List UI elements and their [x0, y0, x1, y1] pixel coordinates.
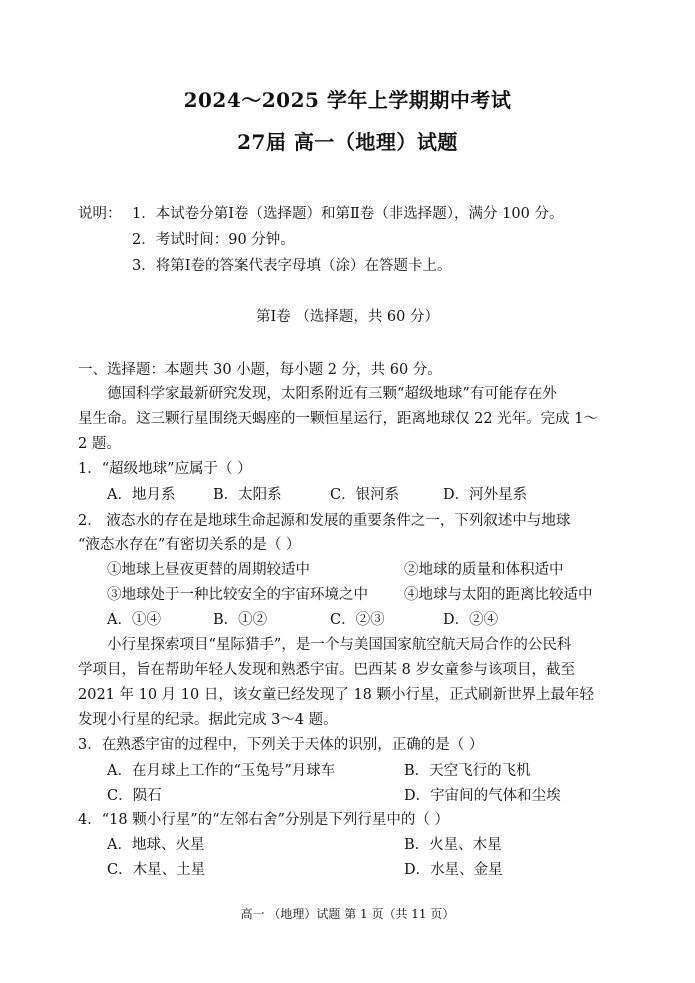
- q3-option-c: C．陨石: [107, 788, 162, 804]
- q3-option-a: A．在月球上工作的“玉兔号”月球车: [107, 763, 336, 779]
- q2-option-b: B．①②: [213, 612, 268, 628]
- passage2-line-3: 2021 年 10 月 10 日，该女童已经发现了 18 颗小行星，正式刷新世界上最年轻: [78, 687, 595, 703]
- q4-option-c: C．木星、土星: [107, 862, 206, 878]
- exam-subtitle: 27届 高一（地理）试题: [237, 130, 458, 154]
- q4-option-d: D．水星、金星: [404, 862, 503, 878]
- q2-option-c: C．②③: [330, 612, 385, 628]
- q1-option-c: C．银河系: [330, 487, 400, 503]
- q1-stem: 1．“超级地球”应属于（ ）: [78, 461, 252, 477]
- part-title: 一、选择题：本题共 30 小题，每小题 2 分，共 60 分。: [78, 362, 442, 378]
- q4-option-b: B．火星、木星: [404, 837, 502, 853]
- page-footer: 高一 （地理）试题 第 1 页（共 11 页）: [240, 907, 455, 921]
- q1-option-b: B．太阳系: [213, 487, 282, 503]
- q1-option-d: D．河外星系: [443, 487, 528, 503]
- passage1-line-3: 2 题。: [78, 436, 121, 452]
- exam-title: 2024～2025 学年上学期期中考试: [183, 88, 512, 112]
- instruction-item-1: 1．本试卷分第Ⅰ卷（选择题）和第Ⅱ卷（非选择题），满分 100 分。: [132, 206, 564, 222]
- instruction-item-2: 2．考试时间：90 分钟。: [132, 232, 295, 248]
- q3-stem: 3．在熟悉宇宙的过程中，下列关于天体的识别，正确的是（ ）: [78, 737, 484, 753]
- q2-statement-4: ④地球与太阳的距离比较适中: [404, 587, 593, 603]
- q2-option-a: A．①④: [107, 612, 161, 628]
- q2-option-d: D．②④: [443, 612, 499, 628]
- q4-option-a: A．地球、火星: [107, 837, 205, 853]
- q2-statement-1: ①地球上昼夜更替的周期较适中: [107, 562, 310, 578]
- passage2-line-2: 学项目，旨在帮助年轻人发现和熟悉宇宙。巴西某 8 岁女童参与该项目，截至: [78, 662, 575, 678]
- q2-statement-2: ②地球的质量和体积适中: [404, 562, 564, 578]
- passage1-line-1: 德国科学家最新研究发现，太阳系附近有三颗“超级地球”有可能存在外: [107, 386, 557, 402]
- instructions-label: 说明：: [78, 206, 122, 222]
- passage2-line-1: 小行星探索项目“星际猎手”，是一个与美国国家航空航天局合作的公民科: [107, 637, 572, 653]
- passage2-line-4: 发现小行星的纪录。据此完成 3～4 题。: [78, 712, 338, 728]
- passage1-line-2: 星生命。这三颗行星围绕天蝎座的一颗恒星运行，距离地球仅 22 光年。完成 1～: [78, 411, 599, 427]
- instruction-item-3: 3．将第Ⅰ卷的答案代表字母填（涂）在答题卡上。: [132, 258, 452, 274]
- q2-statement-3: ③地球处于一种比较安全的宇宙环境之中: [107, 587, 368, 603]
- q3-option-d: D．宇宙间的气体和尘埃: [404, 788, 561, 804]
- section-heading: 第Ⅰ卷 （选择题，共 60 分）: [255, 309, 439, 325]
- q2-stem-line-1: 2． 液态水的存在是地球生命起源和发展的重要条件之一，下列叙述中与地球: [78, 513, 571, 529]
- q4-stem: 4．“18 颗小行星”的“左邻右舍”分别是下列行星中的（ ）: [78, 812, 450, 828]
- q2-stem-line-2: “液态水存在”有密切关系的是（ ）: [78, 537, 301, 553]
- q3-option-b: B．天空飞行的飞机: [404, 763, 531, 779]
- q1-option-a: A．地月系: [107, 487, 176, 503]
